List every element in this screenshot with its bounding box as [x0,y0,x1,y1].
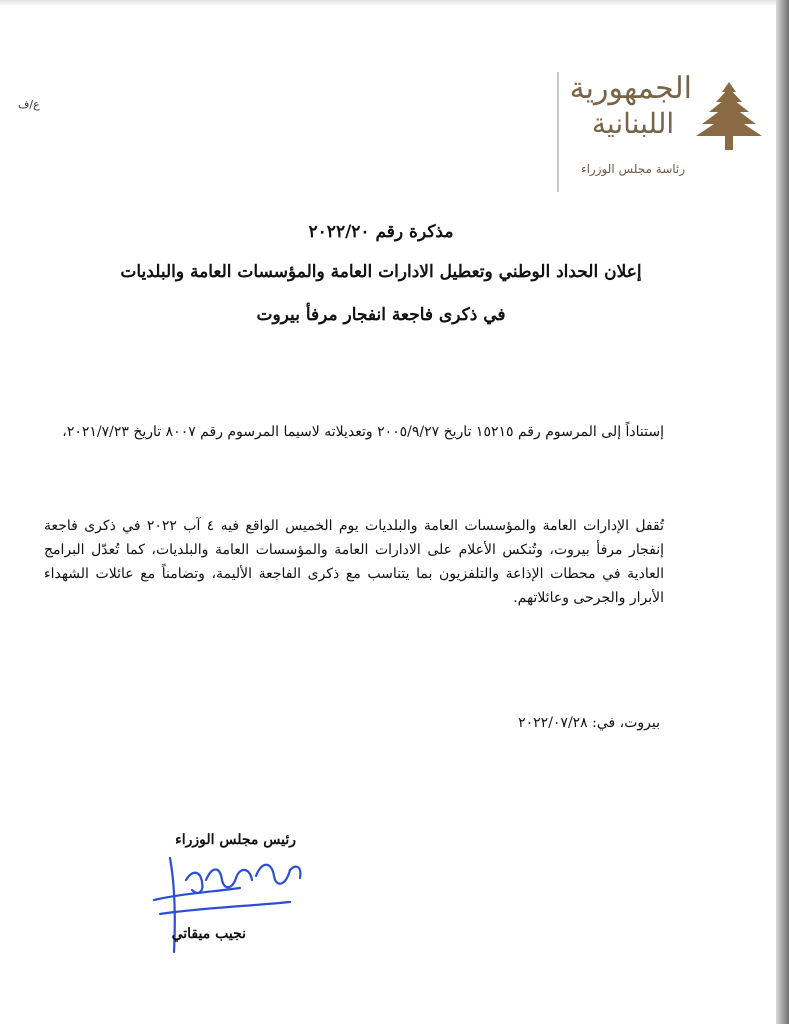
memo-title: إعلان الحداد الوطني وتعطيل الادارات العامة والمؤسسات العامة والبلديات [120,262,642,282]
emblem-title-line-1: الجمهورية [569,71,692,106]
emblem-subtitle: رئاسة مجلس الوزراء [580,162,686,176]
emblem-title-line-2: اللبنانية [591,107,675,140]
reference-mark: ع/ف [18,98,40,111]
body-paragraph-2: تُقفل الإدارات العامة والمؤسسات العامة والبلديات يوم الخميس الواقع فيه ٤ آب ٢٠٢٢ في ذكرى فاجعة إنفجار مرفأ بيروت، وتُنكس الأعلام على الادارات العامة والمؤسسات العامة والبلديات، كما تُعدّل البرامج العادية في محطات الإذاعة والتلفزيون بما يتناسب مع ذكرى الفاجعة الأليمة، وتضامناً مع عائلات الشهداء الأبرار والجرحى وعائلاتهم. [44,518,664,606]
body-paragraph-1: إستناداً إلى المرسوم رقم ١٥٢١٥ تاريخ ٢٠٠٥/٩/٢٧ وتعديلاته لاسيما المرسوم رقم ٨٠٠٧ تاريخ ٢٠٢١/٧/٢٣، [62,424,664,440]
scan-top-shade [0,0,776,6]
letterhead-divider [557,72,559,192]
page-edge-shadow [776,0,789,1024]
memo-number: مذكرة رقم ٢٠٢٢/٢٠ [308,222,454,242]
place-date-line: بيروت، في: ٢٠٢٢/٠٧/٢٨ [518,715,660,731]
memo-subtitle: في ذكرى فاجعة انفجار مرفأ بيروت [256,305,506,325]
signer-title: رئيس مجلس الوزراء [175,832,296,848]
signer-name: نجيب ميقاتي [171,926,246,942]
handwritten-signature [140,840,310,960]
cedar-tree-icon [694,78,764,152]
